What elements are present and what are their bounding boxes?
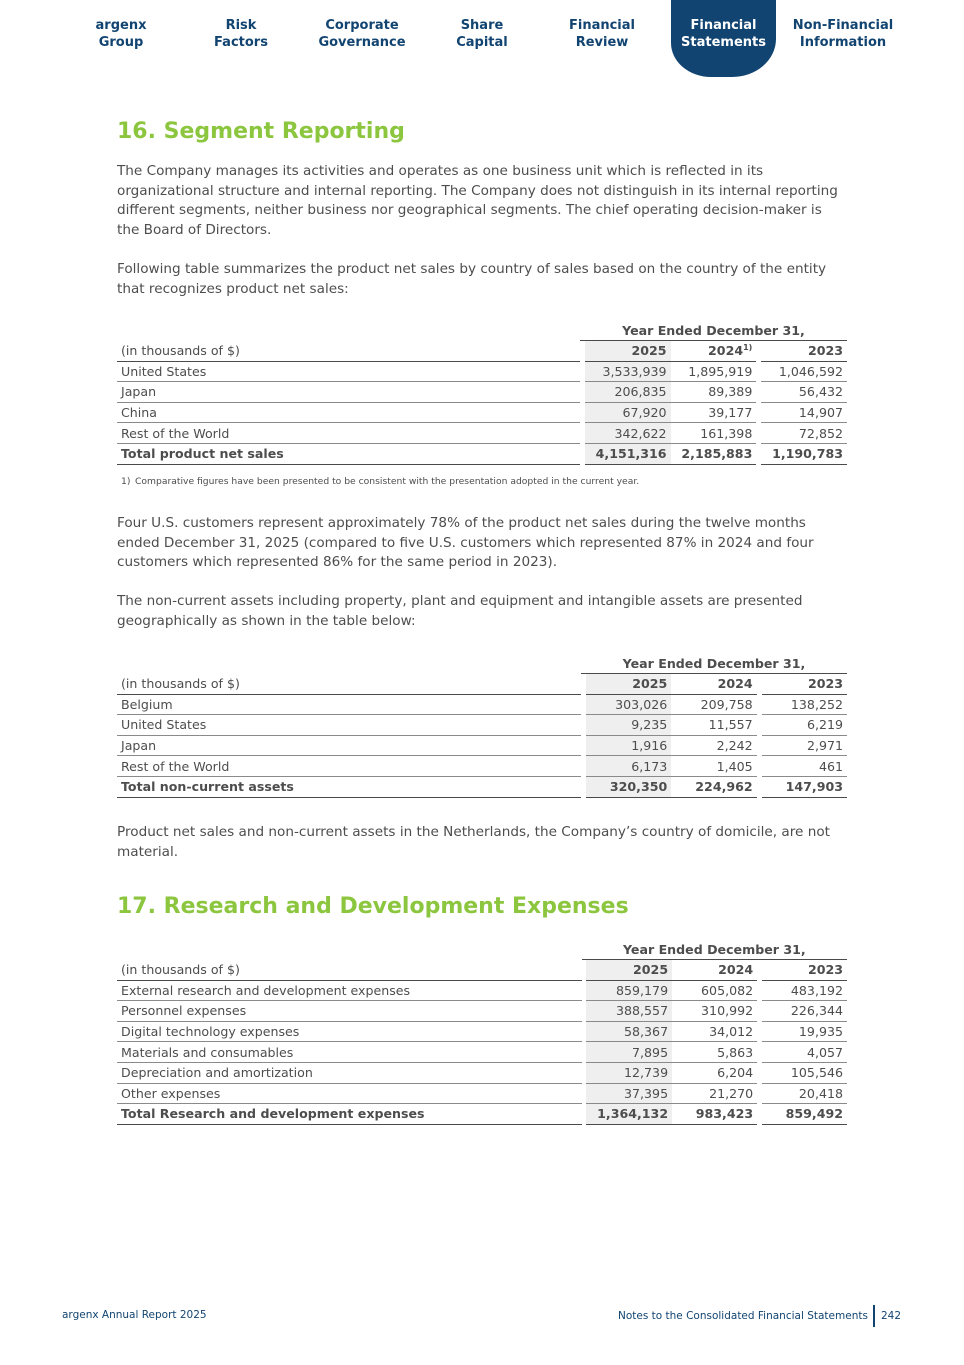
cell-2024: 39,177 (671, 403, 757, 424)
cell-2023: 105,546 (762, 1063, 847, 1084)
year-header-2023: 2023 (762, 674, 847, 695)
row-label: China (117, 403, 580, 424)
cell-2023: 461 (762, 756, 847, 777)
cell-2023: 2,971 (762, 736, 847, 757)
cell-2023: 72,852 (761, 423, 847, 444)
nav-tab-label: Information (799, 35, 887, 50)
table-footnote (117, 475, 847, 489)
cell-2025: 1,916 (586, 736, 671, 757)
table-row (117, 403, 847, 424)
row-label: Total product net sales (117, 444, 580, 465)
top-navigation (0, 0, 964, 80)
cell-2023: 14,907 (761, 403, 847, 424)
row-label: United States (117, 715, 581, 736)
row-label: Japan (117, 382, 580, 403)
page-number: 242 (880, 1310, 901, 1322)
cell-2024: 224,962 (671, 777, 756, 798)
row-label: Digital technology expenses (117, 1022, 582, 1043)
cell-2025: 12,739 (586, 1063, 672, 1084)
year-header-2024: 2024 (672, 960, 757, 981)
row-label: Belgium (117, 695, 581, 716)
product-net-sales-table (117, 320, 847, 465)
nav-tab-label: Financial (690, 18, 757, 33)
year-ended-header: Year Ended December 31, (582, 939, 847, 960)
table-row (117, 715, 847, 736)
table-row (117, 1042, 847, 1063)
section-17-title: 17. Research and Development Expenses (117, 894, 629, 919)
cell-2023: 138,252 (762, 695, 847, 716)
cell-2025: 388,557 (586, 1001, 672, 1022)
table-header-row (117, 341, 847, 362)
row-label: Depreciation and amortization (117, 1063, 582, 1084)
footnote-marker: 1) (743, 343, 753, 353)
table-year-header-row (117, 320, 847, 341)
cell-2024: 605,082 (672, 981, 757, 1002)
non-current-assets-table (117, 653, 847, 798)
table-year-header-row (117, 939, 847, 960)
row-label: Total non-current assets (117, 777, 581, 798)
cell-2024: 1,405 (671, 756, 756, 777)
cell-2024: 2,242 (671, 736, 756, 757)
table-row (117, 1063, 847, 1084)
unit-label: (in thousands of $) (117, 960, 582, 981)
cell-2025: 58,367 (586, 1022, 672, 1043)
table-row (117, 423, 847, 444)
year-header-2023: 2023 (761, 341, 847, 362)
year-header-2024: 2024 (671, 674, 756, 695)
row-label: Personnel expenses (117, 1001, 582, 1022)
cell-2025: 9,235 (586, 715, 671, 736)
nav-tab-financial-statements[interactable] (671, 0, 776, 77)
cell-2023: 1,190,783 (761, 444, 847, 465)
section-16-title: 16. Segment Reporting (117, 119, 405, 144)
footnote-text: Comparative figures have been presented to be consistent with the presentation adopted in the current year. (135, 476, 640, 487)
table-header-row (117, 960, 847, 981)
nav-tab-non-financial-information[interactable] (783, 17, 903, 51)
cell-2025: 1,364,132 (586, 1104, 672, 1125)
cell-2023: 1,046,592 (761, 362, 847, 383)
section-16-paragraph-2: Following table summarizes the product net sales by country of sales based on the country of the entity that recognizes product net sales: (117, 261, 827, 297)
footer-divider (873, 1305, 875, 1327)
cell-2024: 310,992 (672, 1001, 757, 1022)
table-row (117, 695, 847, 716)
table-row (117, 981, 847, 1002)
table-total-row (117, 444, 847, 465)
cell-2025: 4,151,316 (585, 444, 671, 465)
nav-tab-risk-factors[interactable] (181, 17, 301, 51)
nav-tab-argenx-group[interactable] (61, 17, 181, 51)
nav-tab-label: Governance (318, 35, 406, 50)
cell-2023: 6,219 (762, 715, 847, 736)
cell-2024: 5,863 (672, 1042, 757, 1063)
year-header-2024: 2024$^{1)}$ (671, 341, 757, 362)
row-label: Materials and consumables (117, 1042, 582, 1063)
footnote-number: 1) (121, 476, 131, 487)
cell-2025: 342,622 (585, 423, 671, 444)
nav-tab-label: Non-Financial (792, 18, 894, 33)
cell-2024: 2,185,883 (671, 444, 757, 465)
table-row (117, 1001, 847, 1022)
table-header-row (117, 674, 847, 695)
nav-tab-label: Group (98, 35, 144, 50)
cell-2024: 6,204 (672, 1063, 757, 1084)
nav-tab-label: Share (460, 18, 504, 33)
table-row (117, 756, 847, 777)
section-16-paragraph-5: Product net sales and non-current assets in the Netherlands, the Company’s country of domicile, are not material. (117, 824, 830, 860)
table-total-row (117, 1104, 847, 1125)
nav-tab-share-capital[interactable] (422, 17, 542, 51)
cell-2024: 209,758 (671, 695, 756, 716)
section-16-paragraph-1: The Company manages its activities and operates as one business unit which is reflected in its organizational structure and internal reporting. The Company does not distinguish in its internal reporting different segments, neither business nor geographical segments. The chief operating decision-maker is the Board of Directors. (117, 163, 838, 238)
footer-section-title[interactable]: Notes to the Consolidated Financial Statements (617, 1310, 868, 1322)
row-label: Rest of the World (117, 756, 581, 777)
table-row (117, 1084, 847, 1105)
nav-tab-label: Financial (568, 18, 635, 33)
cell-2023: 859,492 (762, 1104, 847, 1125)
nav-tab-corporate-governance[interactable] (302, 17, 422, 51)
cell-2025: 859,179 (586, 981, 672, 1002)
cell-2023: 56,432 (761, 382, 847, 403)
nav-tab-label: Factors (214, 35, 268, 50)
table-row (117, 736, 847, 757)
cell-2023: 483,192 (762, 981, 847, 1002)
cell-2024: 11,557 (671, 715, 756, 736)
row-label: Japan (117, 736, 581, 757)
cell-2025: 67,920 (585, 403, 671, 424)
cell-2024: 34,012 (672, 1022, 757, 1043)
cell-2025: 7,895 (586, 1042, 672, 1063)
cell-2024: 1,895,919 (671, 362, 757, 383)
cell-2024: 89,389 (671, 382, 757, 403)
cell-2023: 147,903 (762, 777, 847, 798)
table-total-row (117, 777, 847, 798)
row-label: Total Research and development expenses (117, 1104, 582, 1125)
nav-tab-label: Capital (456, 35, 508, 50)
year-header-2025: 2025 (586, 960, 672, 981)
cell-2023: 20,418 (762, 1084, 847, 1105)
footer-section (618, 1305, 901, 1327)
footer-report-title: argenx Annual Report 2025 (62, 1309, 207, 1321)
cell-2024: 161,398 (671, 423, 757, 444)
cell-2023: 19,935 (762, 1022, 847, 1043)
year-ended-header: Year Ended December 31, (580, 320, 847, 341)
year-header-2023: 2023 (762, 960, 847, 981)
nav-tab-financial-review[interactable] (542, 17, 662, 51)
table-row (117, 382, 847, 403)
nav-tab-label: Review (575, 35, 629, 50)
cell-2025: 320,350 (586, 777, 671, 798)
cell-2025: 206,835 (585, 382, 671, 403)
row-label: United States (117, 362, 580, 383)
cell-2025: 3,533,939 (585, 362, 671, 383)
table-row (117, 1022, 847, 1043)
table-year-header-row (117, 653, 847, 674)
cell-2024: 21,270 (672, 1084, 757, 1105)
row-label: External research and development expenses (117, 981, 582, 1002)
nav-tab-label: Statements (681, 35, 766, 50)
unit-label: (in thousands of $) (117, 341, 580, 362)
year-ended-header: Year Ended December 31, (581, 653, 847, 674)
row-label: Other expenses (117, 1084, 582, 1105)
nav-tab-label: Corporate (325, 18, 399, 33)
cell-2025: 6,173 (586, 756, 671, 777)
nav-tab-label: Risk (225, 18, 257, 33)
section-16-paragraph-3: Four U.S. customers represent approximately 78% of the product net sales during the twelve months ended December 31, 2025 (compared to five U.S. customers which represented 87% in 2024 and four customers which represented 86% for the same period in 2023). (117, 515, 814, 570)
row-label: Rest of the World (117, 423, 580, 444)
cell-2024: 983,423 (672, 1104, 757, 1125)
cell-2023: 4,057 (762, 1042, 847, 1063)
research-development-expenses-table (117, 939, 847, 1125)
year-header-2025: 2025 (586, 674, 671, 695)
year-header-2025: 2025 (585, 341, 671, 362)
cell-2025: 303,026 (586, 695, 671, 716)
nav-tab-label: argenx (95, 18, 147, 33)
unit-label: (in thousands of $) (117, 674, 581, 695)
table-row (117, 362, 847, 383)
cell-2025: 37,395 (586, 1084, 672, 1105)
cell-2023: 226,344 (762, 1001, 847, 1022)
section-16-paragraph-4: The non-current assets including property, plant and equipment and intangible assets are presented geographically as shown in the table below: (117, 593, 803, 629)
